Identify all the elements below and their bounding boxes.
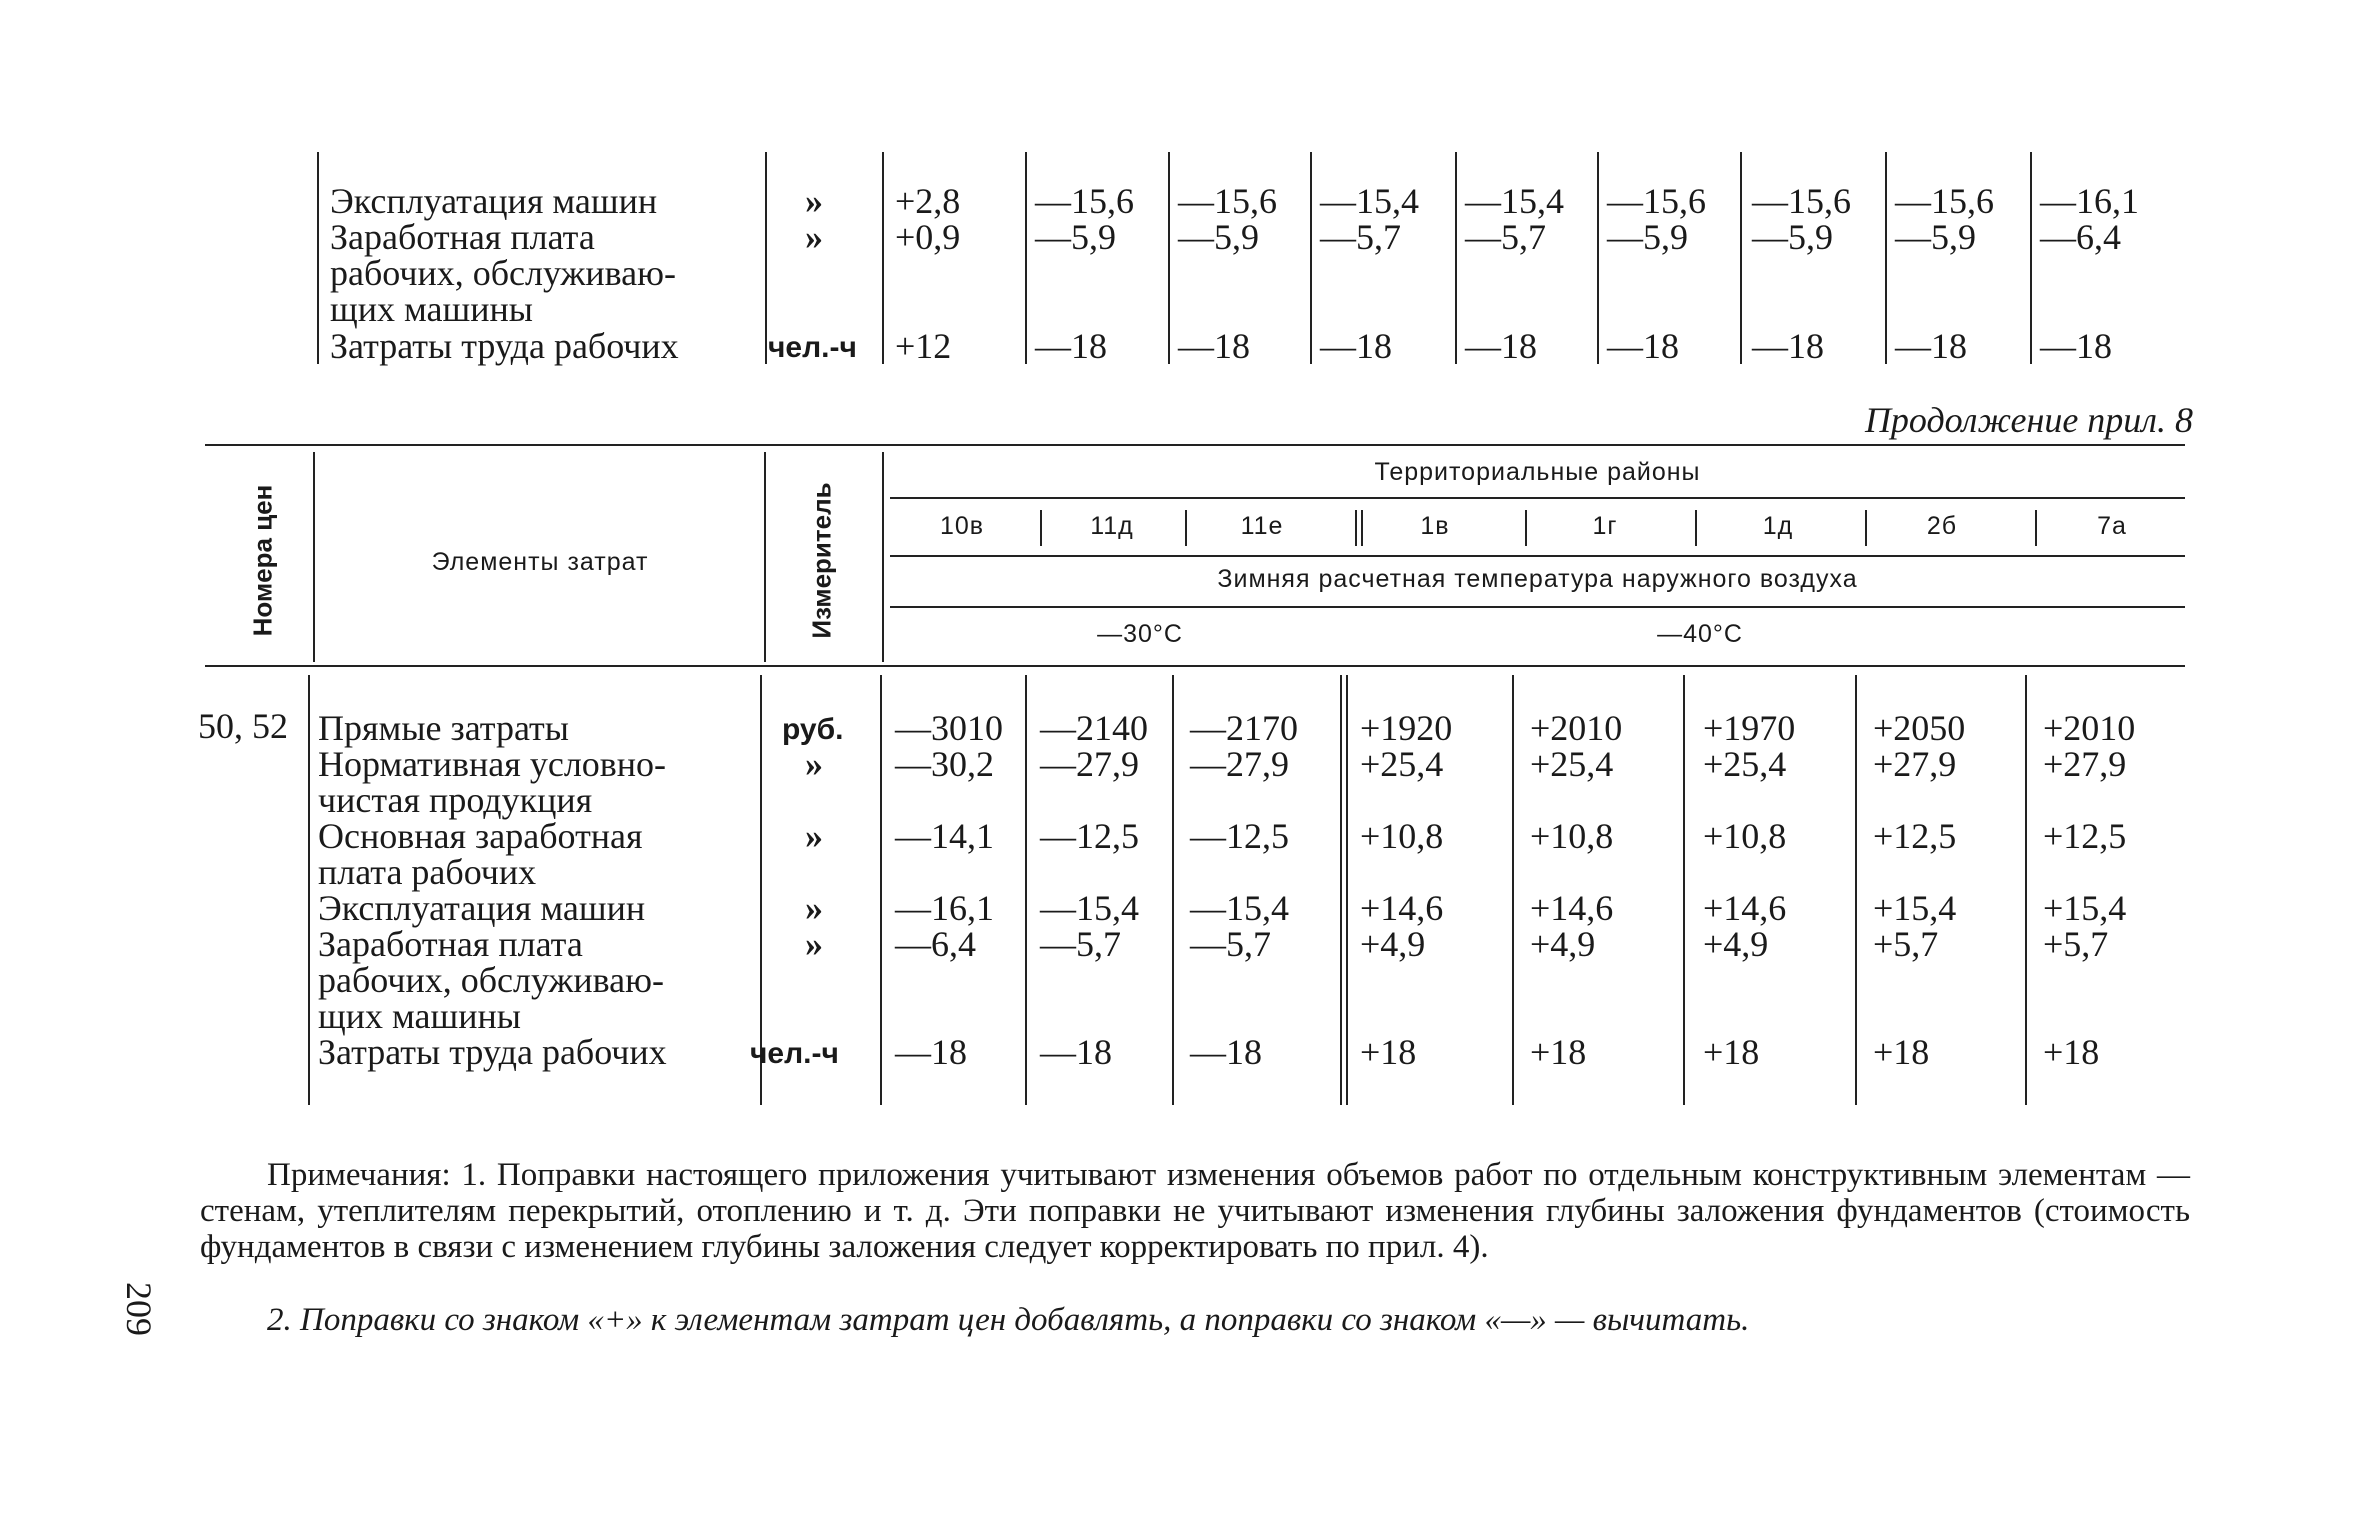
body-cell: +2050 [1873, 708, 1966, 748]
body-cell: —6,4 [895, 924, 976, 964]
body-cell: +5,7 [2043, 924, 2109, 964]
district-separator [1525, 510, 1527, 546]
top-table-cell: —15,6 [1895, 181, 1994, 221]
territorial-districts-label: Территориальные районы [1374, 458, 1701, 486]
body-divider [2025, 675, 2027, 1105]
body-cell: —16,1 [895, 888, 994, 928]
district-separator [1695, 510, 1697, 546]
body-cell: +4,9 [1360, 924, 1426, 964]
note-2: 2. Поправки со знаком «+» к элементам затрат цен добавлять, а поправки со знаком «—» — вычитать. [267, 1302, 1750, 1338]
district-rule [890, 555, 2185, 557]
body-row-unit: руб. [782, 713, 844, 746]
district-6: 2б [1926, 512, 1958, 540]
body-row-label: Нормативная условно- [318, 744, 667, 784]
top-table-cell: —5,7 [1320, 217, 1401, 257]
body-cell: —2170 [1190, 708, 1298, 748]
body-row-label: Прямые затраты [318, 708, 569, 748]
top-table-row-label: Эксплуатация машин [330, 181, 658, 221]
body-cell: +18 [1703, 1032, 1760, 1072]
district-3: 1в [1420, 512, 1450, 540]
price-numbers: 50, 52 [198, 706, 288, 746]
top-table-cell: +12 [895, 326, 952, 366]
top-table-cell: —15,6 [1178, 181, 1277, 221]
header-top-rule [205, 444, 2185, 446]
top-table-cell: —5,7 [1465, 217, 1546, 257]
continuation-label: Продолжение прил. 8 [1864, 400, 2193, 440]
top-table-cell: —6,4 [2040, 217, 2121, 257]
top-table-row-label: Заработная плата [330, 217, 595, 257]
body-row-label: плата рабочих [318, 852, 537, 892]
body-divider [1172, 675, 1174, 1105]
body-cell: +18 [2043, 1032, 2100, 1072]
top-table-cell: —18 [1895, 326, 1967, 366]
body-row-unit: » [805, 744, 823, 784]
body-cell: —18 [1190, 1032, 1262, 1072]
body-cell: +2010 [2043, 708, 2136, 748]
district-2: 11е [1240, 512, 1284, 540]
body-cell: +18 [1360, 1032, 1417, 1072]
temperature-rule [890, 606, 2185, 608]
top-table-row-unit: » [805, 217, 823, 257]
body-row-label: Основная заработная [318, 816, 643, 856]
body-row-label: Заработная плата [318, 924, 583, 964]
body-cell: +10,8 [1703, 816, 1787, 856]
body-cell: +12,5 [2043, 816, 2127, 856]
body-cell: +10,8 [1530, 816, 1614, 856]
top-table-cell: +2,8 [895, 181, 961, 221]
top-table-cell: —18 [1607, 326, 1679, 366]
top-table-divider [1455, 152, 1457, 364]
district-0: 10в [939, 512, 985, 540]
body-divider [1512, 675, 1514, 1105]
header-divider-2 [764, 452, 766, 662]
body-row-label: чистая продукция [318, 780, 593, 820]
body-cell: —15,4 [1190, 888, 1289, 928]
body-cell: —27,9 [1040, 744, 1139, 784]
top-table-cell: —15,6 [1607, 181, 1706, 221]
top-table-divider [317, 152, 319, 364]
district-separator [1865, 510, 1867, 546]
body-row-label: Эксплуатация машин [318, 888, 646, 928]
body-cell: +14,6 [1703, 888, 1787, 928]
col-header-unit: Измеритель [806, 482, 837, 639]
page-number: 209 [119, 1282, 159, 1336]
body-row-unit: » [805, 816, 823, 856]
body-cell: —18 [1040, 1032, 1112, 1072]
top-table-cell: —15,4 [1465, 181, 1564, 221]
top-table-cell: —15,6 [1752, 181, 1851, 221]
top-table-row-label: щих машины [330, 289, 533, 329]
body-cell: —12,5 [1040, 816, 1139, 856]
body-cell: —3010 [895, 708, 1003, 748]
district-1: 11д [1090, 512, 1134, 540]
col-header-price-numbers: Номера цен [247, 484, 278, 637]
top-table-divider [882, 152, 884, 364]
top-table-cell: —15,6 [1035, 181, 1134, 221]
body-cell: —30,2 [895, 744, 994, 784]
top-table-cell: —5,9 [1035, 217, 1116, 257]
winter-temperature-label: Зимняя расчетная температура наружного воздуха [1217, 565, 1858, 593]
top-table-cell: —18 [2040, 326, 2112, 366]
top-table-cell: —5,9 [1752, 217, 1833, 257]
top-table-row-label: Затраты труда рабочих [330, 326, 679, 366]
body-cell: —15,4 [1040, 888, 1139, 928]
body-row-label: щих машины [318, 996, 521, 1036]
body-cell: +2010 [1530, 708, 1623, 748]
top-table-row-label: рабочих, обслуживаю- [330, 253, 677, 293]
body-row-label: Затраты труда рабочих [318, 1032, 667, 1072]
district-separator [1361, 510, 1363, 546]
body-cell: +15,4 [2043, 888, 2127, 928]
body-cell: +27,9 [1873, 744, 1957, 784]
top-table-cell: —5,9 [1607, 217, 1688, 257]
district-7: 7а [2097, 512, 2127, 540]
body-cell: +15,4 [1873, 888, 1957, 928]
temperature-minus-40: —40°С [1657, 620, 1743, 648]
body-divider [1340, 675, 1342, 1105]
top-table-cell: —16,1 [2040, 181, 2139, 221]
top-table-divider [1025, 152, 1027, 364]
body-divider [308, 675, 310, 1105]
body-cell: +4,9 [1530, 924, 1596, 964]
body-cell: —5,7 [1190, 924, 1271, 964]
district-5: 1д [1762, 512, 1794, 540]
body-cell: +27,9 [2043, 744, 2127, 784]
body-divider [1025, 675, 1027, 1105]
top-table-divider [1597, 152, 1599, 364]
col-header-elements: Элементы затрат [431, 548, 649, 576]
body-cell: +4,9 [1703, 924, 1769, 964]
body-cell: —14,1 [895, 816, 994, 856]
body-row-unit: » [805, 888, 823, 928]
top-table-divider [765, 152, 767, 364]
top-table-row-unit: » [805, 181, 823, 221]
body-cell: +25,4 [1530, 744, 1614, 784]
body-cell: +25,4 [1703, 744, 1787, 784]
body-cell: —2140 [1040, 708, 1148, 748]
body-cell: +18 [1530, 1032, 1587, 1072]
body-divider [1855, 675, 1857, 1105]
top-table-divider [1740, 152, 1742, 364]
body-row-label: рабочих, обслуживаю- [318, 960, 665, 1000]
body-row-unit: » [805, 924, 823, 964]
top-table-divider [1168, 152, 1170, 364]
district-separator [1185, 510, 1187, 546]
body-divider [1683, 675, 1685, 1105]
top-table-row-unit: чел.-ч [768, 331, 857, 364]
top-table-cell: —18 [1320, 326, 1392, 366]
top-table-divider [1885, 152, 1887, 364]
district-separator [2035, 510, 2037, 546]
body-cell: +14,6 [1360, 888, 1444, 928]
top-table-cell: —18 [1035, 326, 1107, 366]
top-table-cell: —18 [1752, 326, 1824, 366]
district-separator [1355, 510, 1357, 546]
header-divider-3 [882, 452, 884, 662]
top-table-cell: +0,9 [895, 217, 961, 257]
body-cell: +12,5 [1873, 816, 1957, 856]
top-table-divider [1310, 152, 1312, 364]
header-divider-1 [313, 452, 315, 662]
top-table-cell: —18 [1178, 326, 1250, 366]
header-bottom-rule [205, 665, 2185, 667]
body-cell: +1970 [1703, 708, 1796, 748]
body-cell: +14,6 [1530, 888, 1614, 928]
body-divider [880, 675, 882, 1105]
body-cell: —12,5 [1190, 816, 1289, 856]
temperature-minus-30: —30°С [1097, 620, 1183, 648]
district-separator [1040, 510, 1042, 546]
note-1: Примечания: 1. Поправки настоящего приложения учитывают изменения объемов работ по отдельным конструктивным элементам — стенам, утеплителям перекрытий, отоплению и т. д. Эти поправки не учитывают изменения глубины заложения фундаментов (стоимость фундаментов в связи с изменением глубины заложения следует корректировать по прил. 4). [200, 1157, 2190, 1265]
body-divider-double [1346, 675, 1348, 1105]
body-cell: +10,8 [1360, 816, 1444, 856]
body-cell: —5,7 [1040, 924, 1121, 964]
top-table-cell: —15,4 [1320, 181, 1419, 221]
body-cell: +1920 [1360, 708, 1453, 748]
top-table-cell: —5,9 [1895, 217, 1976, 257]
top-table-cell: —5,9 [1178, 217, 1259, 257]
top-table-cell: —18 [1465, 326, 1537, 366]
body-cell: —27,9 [1190, 744, 1289, 784]
top-table-divider [2030, 152, 2032, 364]
body-cell: —18 [895, 1032, 967, 1072]
body-cell: +25,4 [1360, 744, 1444, 784]
district-4: 1г [1592, 512, 1618, 540]
body-cell: +18 [1873, 1032, 1930, 1072]
territorial-rule [890, 497, 2185, 499]
body-row-unit: чел.-ч [750, 1037, 839, 1070]
body-cell: +5,7 [1873, 924, 1939, 964]
